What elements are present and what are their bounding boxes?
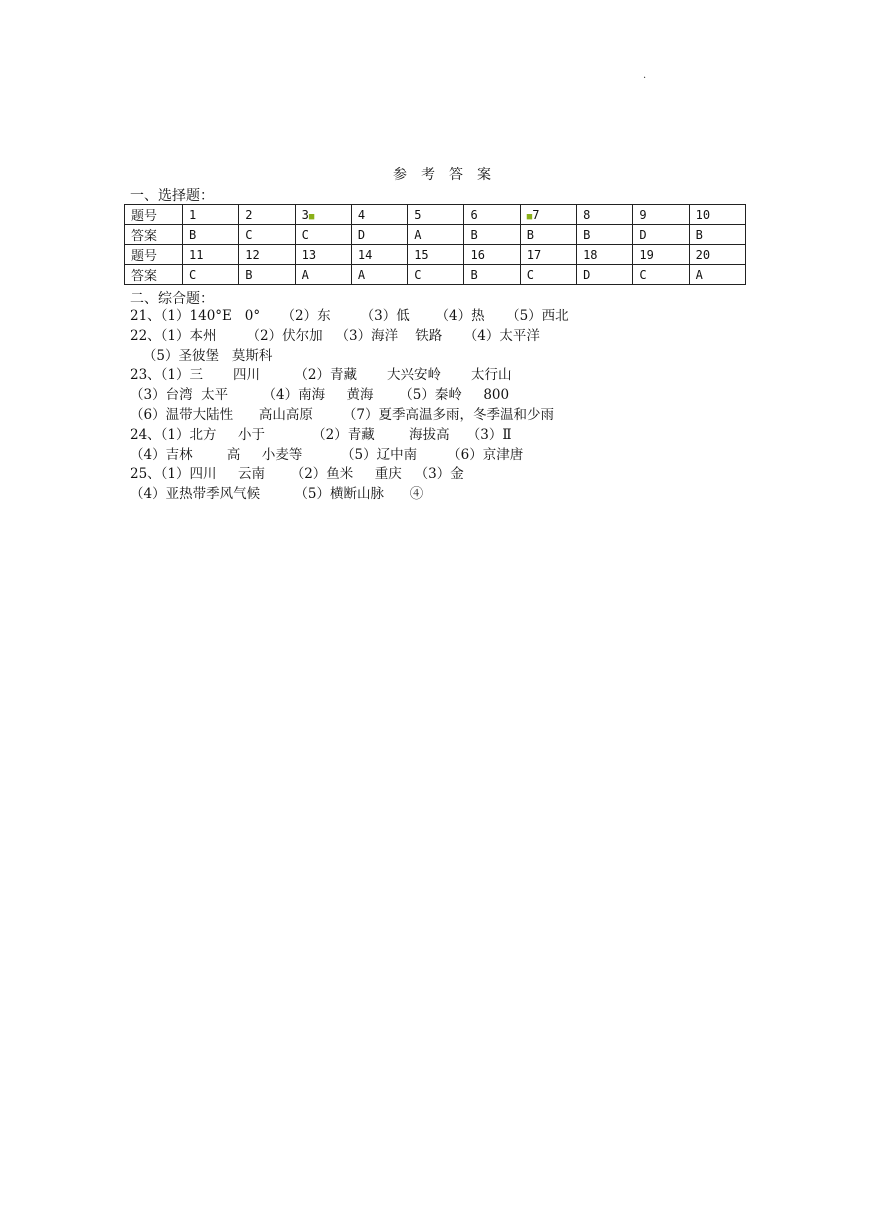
table-cell: 5	[408, 205, 464, 225]
table-cell: 4	[351, 205, 407, 225]
table-cell: B	[239, 265, 295, 285]
table-cell: 9	[633, 205, 689, 225]
cell-text: 3	[301, 207, 309, 222]
table-cell: 17	[520, 245, 576, 265]
answer-line-23-cont1: （3）台湾 太平 （4）南海 黄海 （5）秦岭 800	[130, 387, 510, 404]
table-cell: C	[239, 225, 295, 245]
table-cell: B	[464, 225, 520, 245]
table-cell	[295, 205, 351, 225]
row-head: 题号	[125, 245, 183, 265]
table-cell: B	[520, 225, 576, 245]
table-cell: C	[295, 225, 351, 245]
answer-line-21: 21、（1）140°E 0° （2）东 （3）低 （4）热 （5）西北	[130, 308, 569, 324]
answer-lines	[130, 307, 569, 505]
table-cell: C	[183, 265, 239, 285]
table-cell: A	[351, 265, 407, 285]
row-head: 题号	[125, 205, 183, 225]
table-cell: 6	[464, 205, 520, 225]
table-cell: B	[689, 225, 745, 245]
table-row	[125, 225, 746, 245]
table-cell: 10	[689, 205, 745, 225]
answer-line-24: 24、（1）北方 小于 （2）青藏 海拔高 （3）Ⅱ	[130, 426, 512, 443]
table-cell: D	[351, 225, 407, 245]
row-head: 答案	[125, 265, 183, 285]
table-cell: 15	[408, 245, 464, 265]
stray-mark: ■	[308, 211, 315, 222]
section-comprehensive-label: 二、综合题：	[130, 291, 214, 307]
table-cell	[520, 205, 576, 225]
table-cell: C	[520, 265, 576, 285]
table-cell: 16	[464, 245, 520, 265]
page-title: 参考答案	[393, 167, 505, 183]
table-row	[125, 245, 746, 265]
section-multiple-choice-label: 一、选择题：	[130, 188, 214, 204]
answer-line-22-cont: （5）圣彼堡 莫斯科	[130, 347, 273, 364]
table-cell: 2	[239, 205, 295, 225]
table-cell: 18	[577, 245, 633, 265]
table-cell: D	[633, 225, 689, 245]
answer-line-25-cont: （4）亚热带季风气候 （5）横断山脉 ④	[130, 486, 424, 503]
table-cell: A	[295, 265, 351, 285]
stray-mark: ■	[526, 211, 533, 222]
answer-line-25: 25、（1）四川 云南 （2）鱼米 重庆 （3）金	[130, 466, 464, 483]
answer-line-24-cont: （4）吉林 高 小麦等 （5）辽中南 （6）京津唐	[130, 446, 524, 463]
table-cell: C	[408, 265, 464, 285]
table-cell: B	[577, 225, 633, 245]
cell-text: 7	[532, 207, 540, 222]
answer-table	[124, 204, 746, 285]
answer-line-23-cont2: （6）温带大陆性 高山高原 （7）夏季高温多雨，冬季温和少雨	[130, 406, 554, 423]
table-cell: B	[464, 265, 520, 285]
table-cell: A	[689, 265, 745, 285]
corner-dot: .	[643, 70, 647, 81]
table-cell: 12	[239, 245, 295, 265]
table-cell: 14	[351, 245, 407, 265]
table-row	[125, 265, 746, 285]
answer-line-23: 23、（1）三 四川 （2）青藏 大兴安岭 太行山	[130, 367, 512, 384]
row-head: 答案	[125, 225, 183, 245]
table-cell: C	[633, 265, 689, 285]
answer-line-22: 22、（1）本州 （2）伏尔加 （3）海洋 铁路 （4）太平洋	[130, 327, 540, 344]
table-cell: 20	[689, 245, 745, 265]
table-cell: 19	[633, 245, 689, 265]
table-row	[125, 205, 746, 225]
table-cell: 1	[183, 205, 239, 225]
table-cell: 8	[577, 205, 633, 225]
table-cell: A	[408, 225, 464, 245]
table-cell: 13	[295, 245, 351, 265]
table-cell: 11	[183, 245, 239, 265]
table-cell: D	[577, 265, 633, 285]
table-cell: B	[183, 225, 239, 245]
